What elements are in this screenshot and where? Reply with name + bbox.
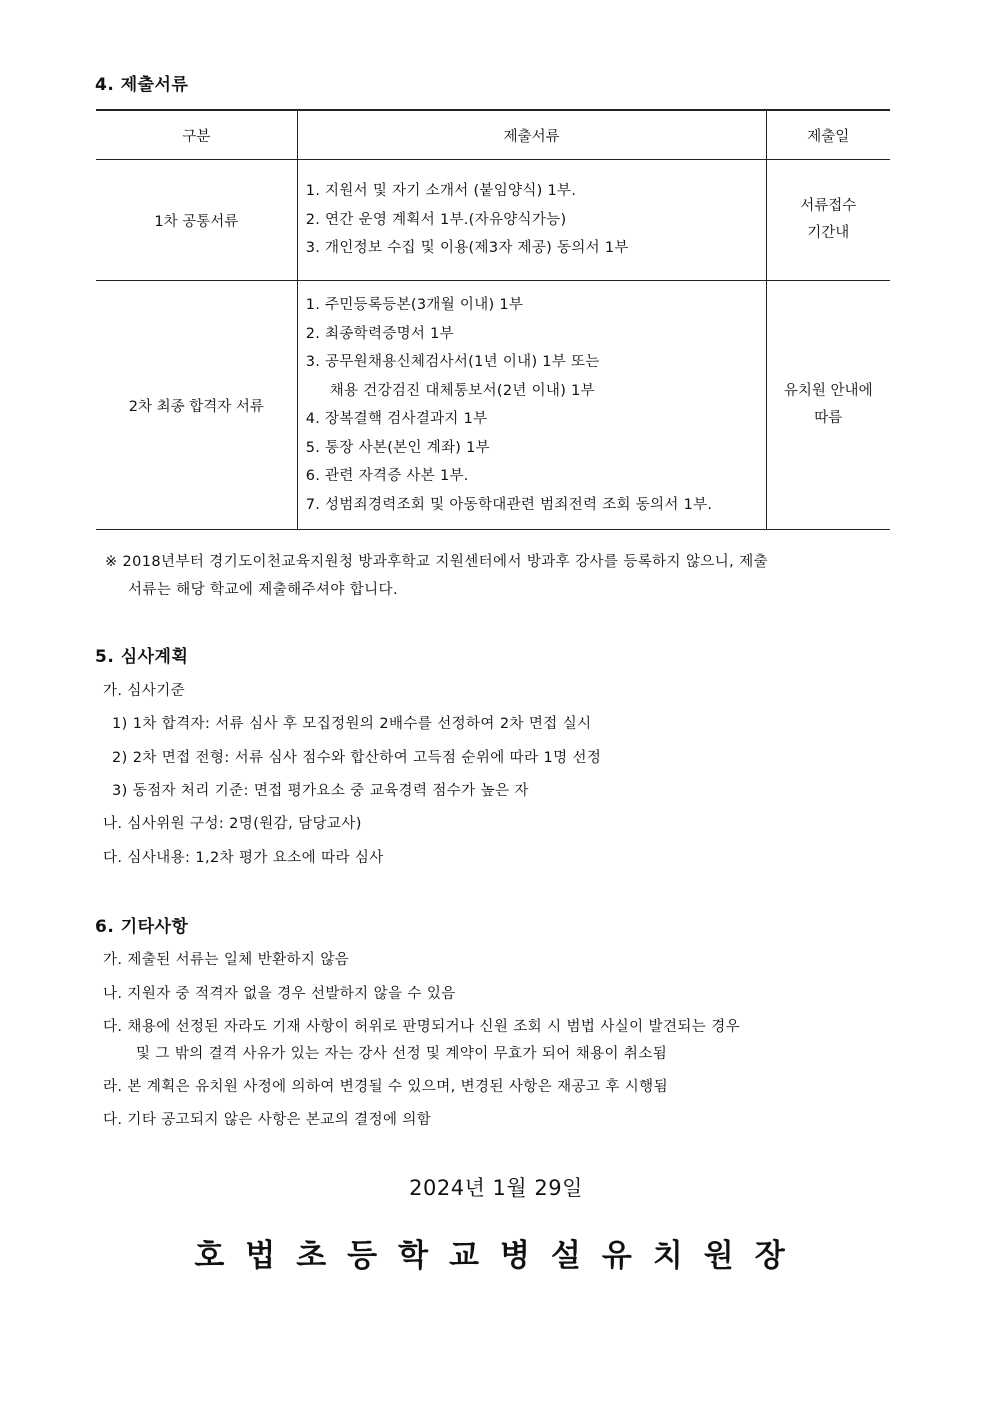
section6-title: 6. 기타사항 <box>95 917 189 937</box>
doc-item: 2. 연간 운영 계획서 1부.(자유양식가능) <box>305 211 567 228</box>
row1-period <box>766 160 890 281</box>
documents-table <box>96 109 890 530</box>
table-header-row <box>96 110 890 160</box>
signature-line: 호법초등학교병설유치원장 <box>194 1238 806 1274</box>
note-line: 서류는 해당 학교에 제출해주셔야 합니다. <box>128 582 398 598</box>
section5-title: 5. 심사계획 <box>95 647 189 667</box>
doc-item: 1. 지원서 및 자기 소개서 (붙임양식) 1부. <box>305 183 577 200</box>
header-category: 구분 <box>182 128 211 145</box>
period-line: 기간내 <box>807 225 850 241</box>
period-line: 서류접수 <box>800 198 857 214</box>
list-item: 및 그 밖의 결격 사유가 있는 자는 강사 선정 및 계약이 무효가 되어 채용이 취소됨 <box>136 1046 668 1062</box>
row2-documents <box>297 281 766 530</box>
list-item: 다. 심사내용: 1,2차 평가 요소에 따라 심사 <box>103 850 384 866</box>
list-item: 1) 1차 합격자: 서류 심사 후 모집정원의 2배수를 선정하여 2차 면접 실시 <box>112 716 592 732</box>
row1-documents <box>297 160 766 281</box>
row2-category: 2차 최종 합격자 서류 <box>128 398 264 415</box>
list-item: 다. 기타 공고되지 않은 사항은 본교의 결정에 의함 <box>103 1112 432 1128</box>
header-documents: 제출서류 <box>297 110 766 160</box>
doc-item: 채용 건강검진 대체통보서(2년 이내) 1부 <box>329 382 595 399</box>
list-item: 가. 심사기준 <box>103 683 186 699</box>
notice-date: 2024년 1월 29일 <box>409 1176 583 1200</box>
doc-item: 7. 성범죄경력조회 및 아동학대관련 범죄전력 조회 동의서 1부. <box>305 496 713 513</box>
submission-note <box>105 548 900 604</box>
list-item: 나. 지원자 중 적격자 없을 경우 선발하지 않을 수 있음 <box>103 986 456 1002</box>
table-row <box>96 281 890 530</box>
period-line: 따름 <box>814 410 843 426</box>
doc-item: 3. 개인정보 수집 및 이용(제3자 제공) 동의서 1부 <box>305 240 629 257</box>
doc-item: 6. 관련 자격증 사본 1부. <box>305 468 469 484</box>
doc-item: 4. 장복결핵 검사결과지 1부 <box>305 411 488 427</box>
row2-period <box>766 281 890 530</box>
row1-category: 1차 공통서류 <box>154 213 239 230</box>
doc-item: 5. 통장 사본(본인 계좌) 1부 <box>305 439 490 456</box>
period-line: 유치원 안내에 <box>783 383 873 399</box>
table-row <box>96 160 890 281</box>
section4-title: 4. 제출서류 <box>95 75 189 95</box>
doc-item: 3. 공무원채용신체검사서(1년 이내) 1부 또는 <box>305 354 600 370</box>
doc-item: 2. 최종학력증명서 1부 <box>305 325 454 342</box>
note-line: ※ 2018년부터 경기도이천교육지원청 방과후학교 지원센터에서 방과후 강사를 등록하지 않으니, 제출 <box>105 554 769 570</box>
list-item: 2) 2차 면접 전형: 서류 심사 점수와 합산하여 고득점 순위에 따라 1명 선정 <box>112 750 602 766</box>
list-item: 가. 제출된 서류는 일체 반환하지 않음 <box>103 952 350 968</box>
list-item: 라. 본 계획은 유치원 사정에 의하여 변경될 수 있으며, 변경된 사항은 재공고 후 시행됨 <box>103 1079 668 1095</box>
doc-item: 1. 주민등록등본(3개월 이내) 1부 <box>305 297 524 313</box>
list-item: 3) 동점자 처리 기준: 면접 평가요소 중 교육경력 점수가 높은 자 <box>112 783 529 799</box>
list-item: 다. 채용에 선정된 자라도 기재 사항이 허위로 판명되거나 신원 조회 시 범법 사실이 발견되는 경우 <box>103 1019 741 1035</box>
header-period: 제출일 <box>807 128 850 145</box>
list-item: 나. 심사위원 구성: 2명(원감, 담당교사) <box>103 816 362 832</box>
